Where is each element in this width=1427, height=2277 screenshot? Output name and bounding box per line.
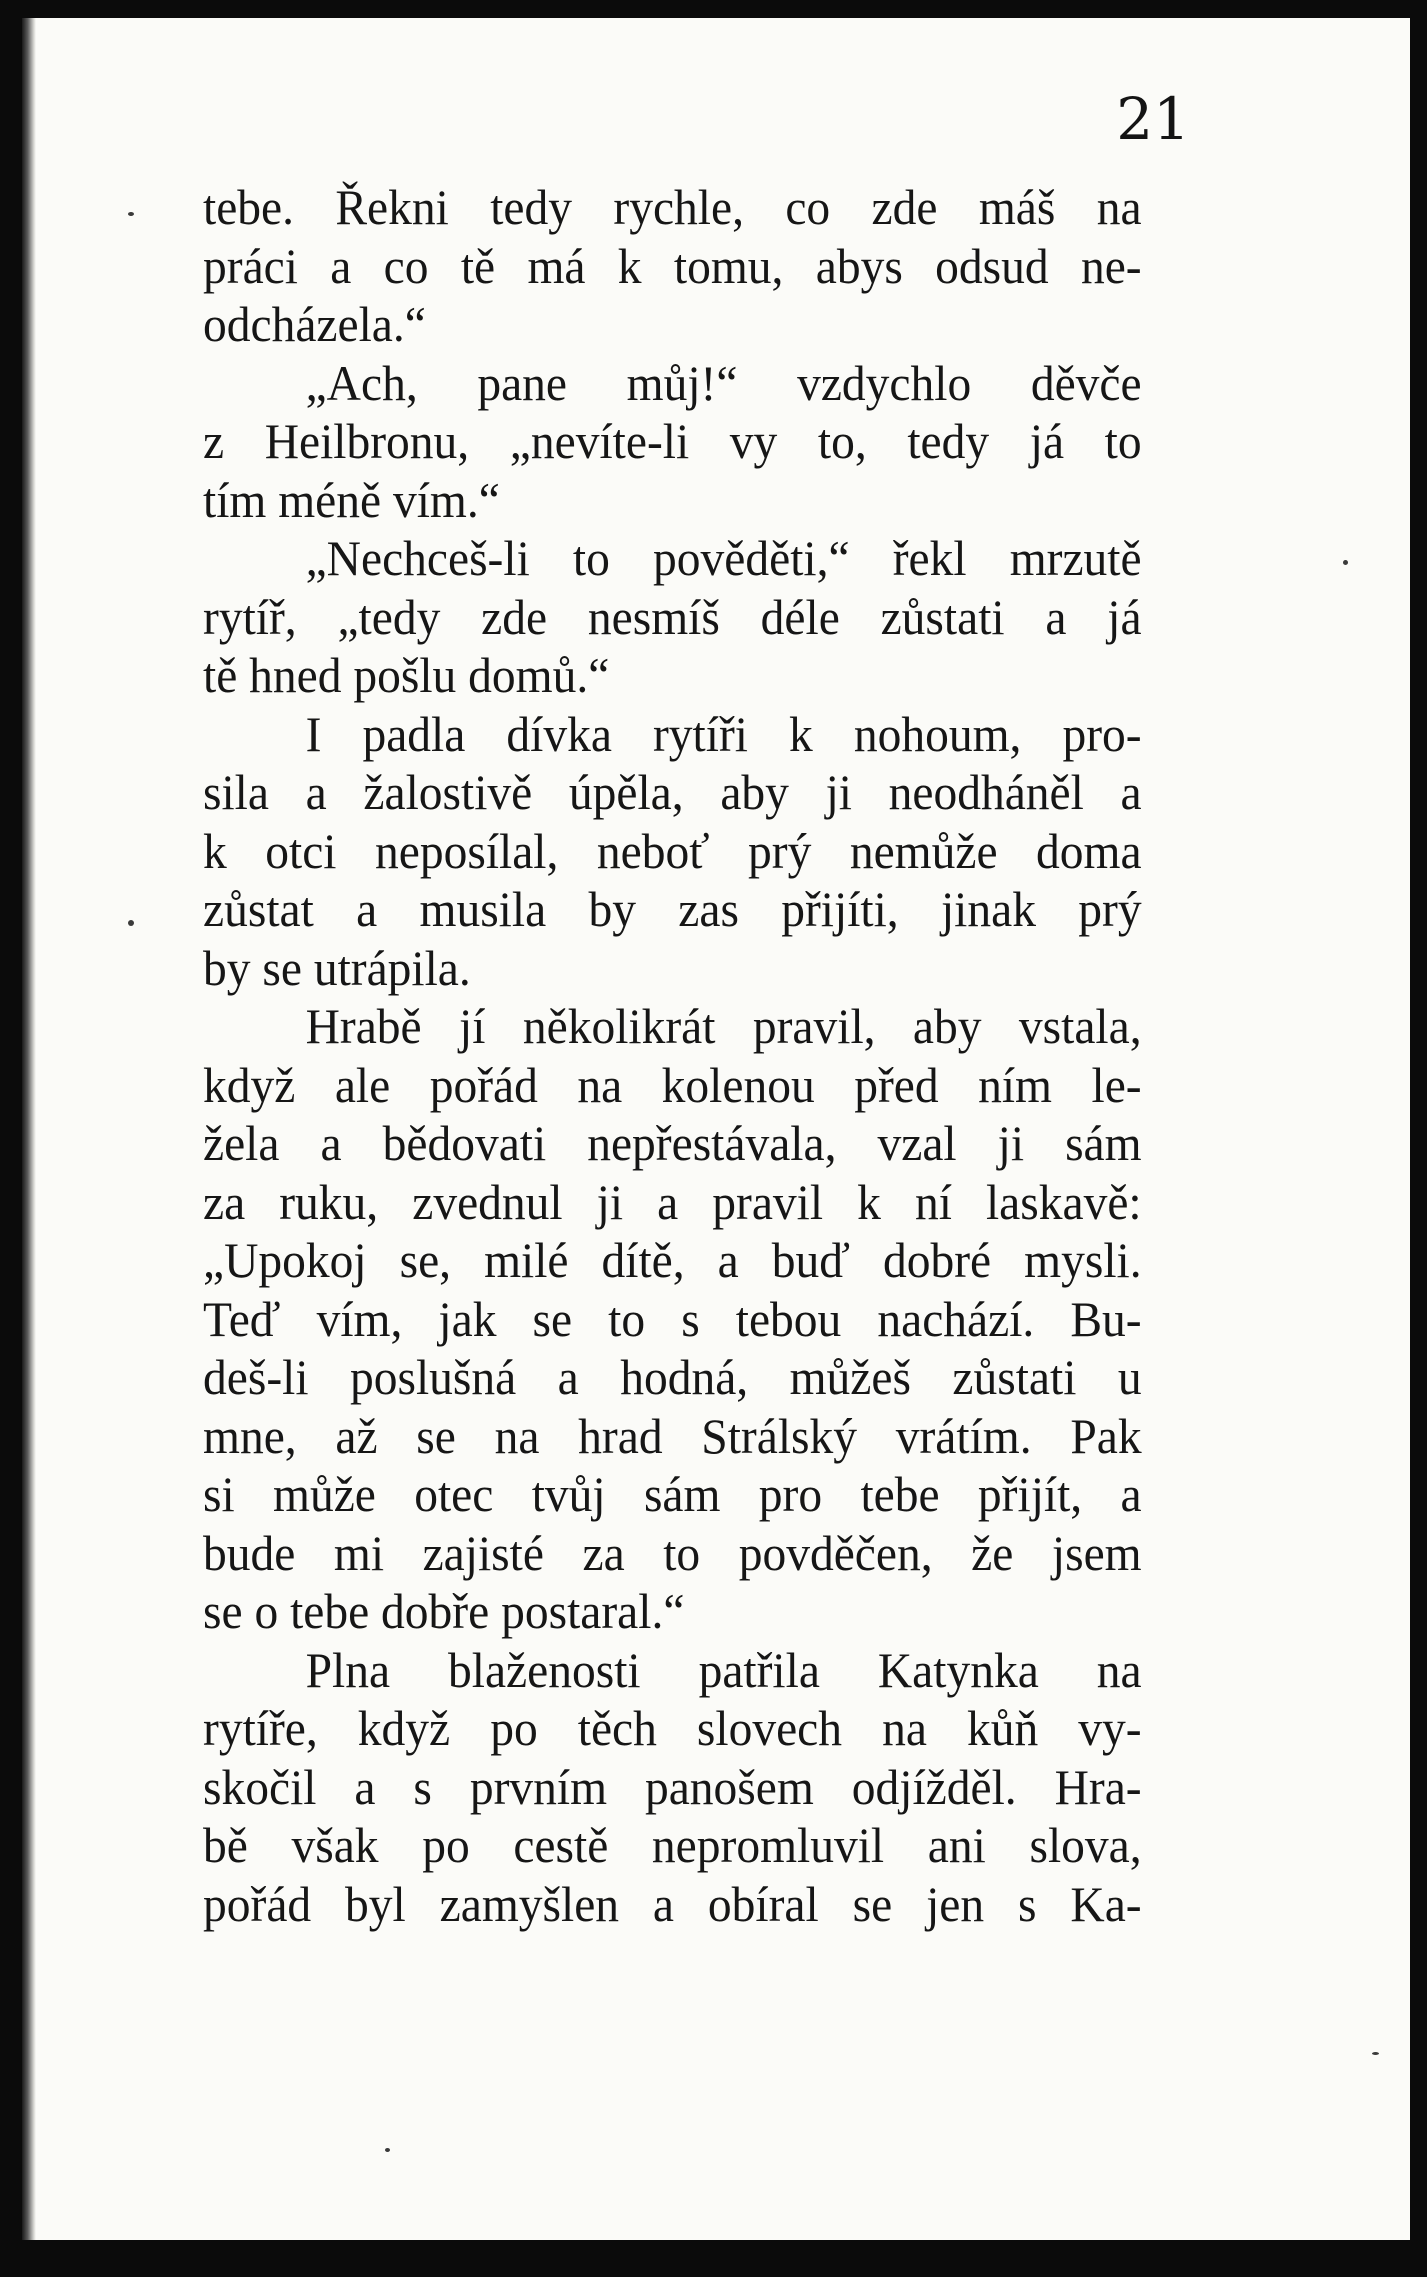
text-line: deš-li poslušná a hodná, můžeš zůstati u bbox=[203, 1349, 1142, 1405]
text-line: tebe. Řekni tedy rychle, co zde máš na bbox=[203, 179, 1142, 235]
text-line: pořád byl zamyšlen a obíral se jen s Ka- bbox=[203, 1875, 1142, 1932]
text-line: sila a žalostivě úpěla, aby ji neodháněl a bbox=[203, 764, 1142, 820]
scan-speck bbox=[1343, 560, 1348, 565]
text-line: rytíř, „tedy zde nesmíš déle zůstati a já bbox=[203, 588, 1142, 645]
scan-speck bbox=[385, 2148, 390, 2152]
text-line: tím méně vím.“ bbox=[203, 471, 500, 528]
text-line: tě hned pošlu domů.“ bbox=[203, 647, 610, 703]
text-line: k otci neposílal, neboť prý nemůže doma bbox=[203, 822, 1142, 879]
text-line: by se utrápila. bbox=[203, 939, 471, 996]
page-number: 21 bbox=[1116, 85, 1190, 153]
text-line: mne, až se na hrad Strálský vrátím. Pak bbox=[203, 1407, 1142, 1464]
text-line: Plna blaženosti patřila Katynka na bbox=[305, 1641, 1142, 1698]
text-line: odcházela.“ bbox=[203, 296, 426, 352]
text-line: se o tebe dobře postaral.“ bbox=[203, 1583, 685, 1639]
text-line: rytíře, když po těch slovech na kůň vy- bbox=[203, 1700, 1142, 1756]
text-line: za ruku, zvednul ji a pravil k ní laskavě: bbox=[203, 1173, 1142, 1230]
text-line: práci a co tě má k tomu, abys odsud ne- bbox=[203, 237, 1142, 294]
text-line: zůstat a musila by zas přijíti, jinak prý bbox=[203, 881, 1142, 937]
text-line: „Nechceš-li to pověděti,“ řekl mrzutě bbox=[305, 530, 1142, 586]
text-line: z Heilbronu, „nevíte-li vy to, tedy já to bbox=[203, 413, 1142, 469]
page-binding-edge bbox=[22, 18, 36, 2240]
body-text bbox=[203, 178, 1142, 1933]
text-line: bě však po cestě nepromluvil ani slova, bbox=[203, 1817, 1142, 1873]
text-line: „Upokoj se, milé dítě, a buď dobré mysli. bbox=[203, 1232, 1142, 1288]
text-line: bude mi zajisté za to povděčen, že jsem bbox=[203, 1524, 1142, 1581]
text-line: I padla dívka rytíři k nohoum, pro- bbox=[305, 705, 1142, 762]
text-line: si může otec tvůj sám pro tebe přijít, a bbox=[203, 1466, 1142, 1522]
text-line: Hrabě jí několikrát pravil, aby vstala, bbox=[305, 998, 1142, 1054]
text-line: skočil a s prvním panošem odjížděl. Hra- bbox=[203, 1758, 1142, 1815]
scan-speck bbox=[128, 212, 134, 216]
text-line: žela a bědovati nepřestávala, vzal ji sám bbox=[203, 1115, 1142, 1171]
scan-speck bbox=[1372, 2052, 1379, 2055]
scan-speck bbox=[128, 920, 134, 926]
text-line: Teď vím, jak se to s tebou nachází. Bu- bbox=[203, 1290, 1142, 1347]
text-line: když ale pořád na kolenou před ním le- bbox=[203, 1056, 1142, 1113]
text-line: „Ach, pane můj!“ vzdychlo děvče bbox=[305, 354, 1142, 411]
